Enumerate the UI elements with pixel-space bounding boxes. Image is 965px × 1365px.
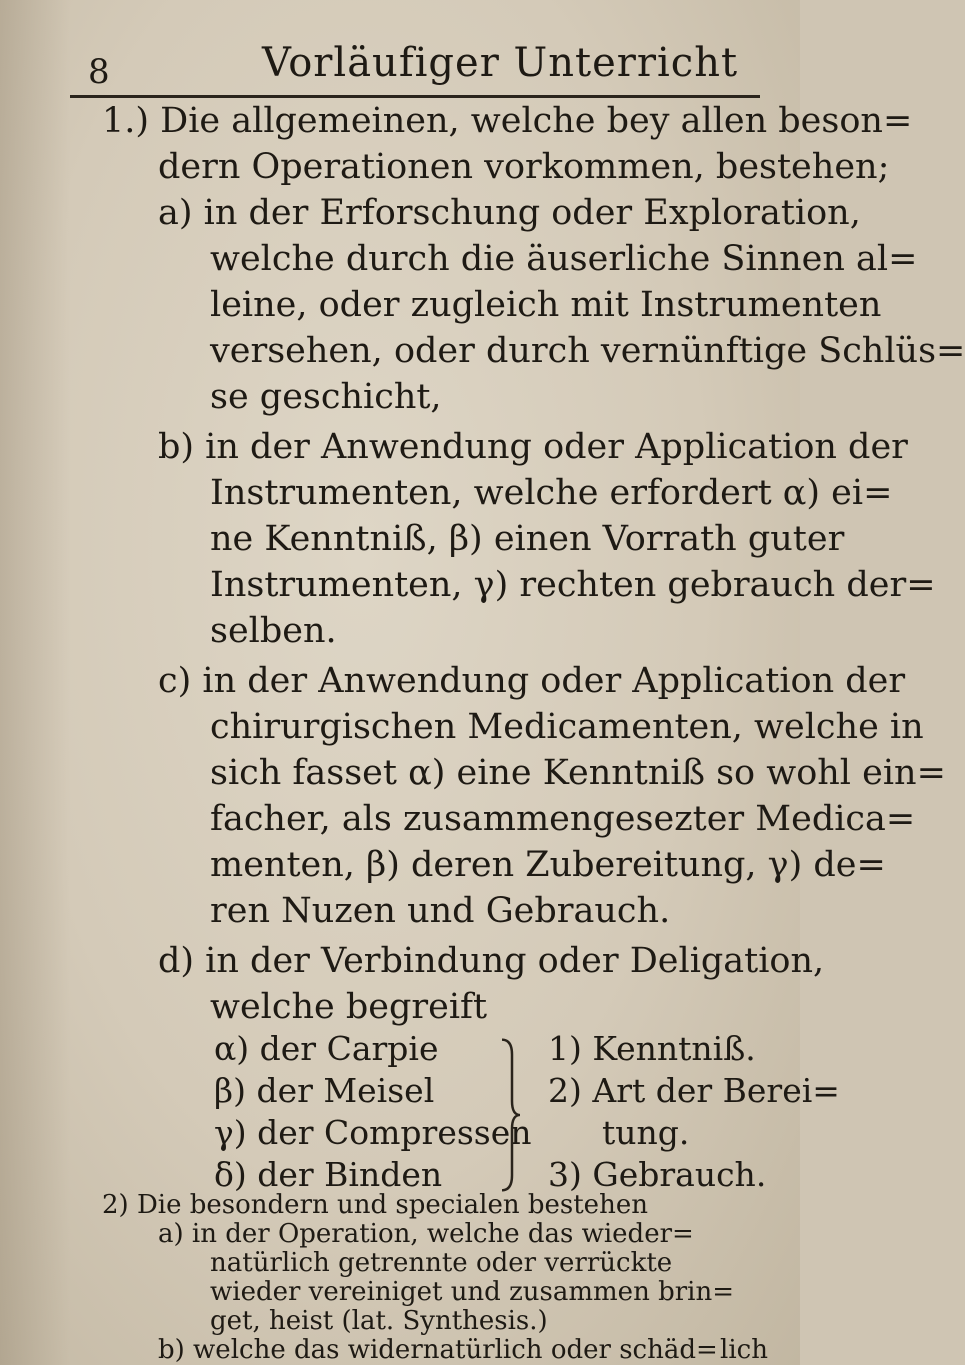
list-item-left: δ) der Binden	[214, 1155, 443, 1194]
text-line: wieder vereiniget und zusammen brin=	[210, 1277, 734, 1307]
list-item-left: α) der Carpie	[214, 1029, 439, 1068]
text-line: get, heist (lat. Synthesis.)	[210, 1306, 548, 1336]
list-item-right: tung.	[602, 1113, 690, 1152]
text-line: welche begreift	[210, 987, 488, 1027]
list-item-right: 2) Art der Berei=	[548, 1071, 840, 1110]
text-line: leine, oder zugleich mit Instrumenten	[210, 285, 882, 325]
text-line: selben.	[210, 611, 337, 651]
text-line: Instrumenten, welche erfordert α) ei=	[210, 473, 893, 513]
text-line: Instrumenten, γ) rechten gebrauch der=	[210, 565, 936, 605]
text-line: menten, β) deren Zubereitung, γ) de=	[210, 845, 886, 885]
text-line: ne Kenntniß, β) einen Vorrath guter	[210, 519, 845, 559]
text-line: lich	[720, 1335, 768, 1365]
text-line: b) welche das widernatürlich oder schäd=	[158, 1335, 718, 1365]
text-line: versehen, oder durch vernünftige Schlüs=	[210, 331, 965, 371]
text-line: welche durch die äuserliche Sinnen al=	[210, 239, 918, 279]
header-rule	[70, 95, 760, 98]
text-line: dern Operationen vorkommen, bestehen;	[158, 147, 890, 187]
text-line: 2) Die besondern und specialen bestehen	[102, 1190, 648, 1220]
text-line: chirurgischen Medicamenten, welche in	[210, 707, 924, 747]
list-item-left: β) der Meisel	[214, 1071, 435, 1110]
page-number: 8	[88, 52, 110, 92]
text-line: 1.) Die allgemeinen, welche bey allen beson=	[102, 101, 913, 141]
text-line: se geschicht,	[210, 377, 442, 417]
text-line: natürlich getrennte oder verrückte	[210, 1248, 673, 1278]
text-line: b) in der Anwendung oder Application der	[158, 427, 908, 467]
list-item-left: γ) der Compressen	[214, 1113, 532, 1152]
brace-divider	[500, 1036, 520, 1194]
running-head: Vorläufiger Unterricht	[262, 40, 739, 86]
text-line: c) in der Anwendung oder Application der	[158, 661, 906, 701]
text-line: ren Nuzen und Gebrauch.	[210, 891, 671, 931]
text-line: facher, als zusammengesezter Medica=	[210, 799, 916, 839]
text-line: sich fasset α) eine Kenntniß so wohl ein=	[210, 753, 946, 793]
text-line: d) in der Verbindung oder Deligation,	[158, 941, 825, 981]
text-line: a) in der Operation, welche das wieder=	[158, 1219, 694, 1249]
list-item-right: 3) Gebrauch.	[548, 1155, 767, 1194]
page-margin-shadow	[0, 0, 70, 1365]
text-line: a) in der Erforschung oder Exploration,	[158, 193, 861, 233]
list-item-right: 1) Kenntniß.	[548, 1029, 756, 1068]
